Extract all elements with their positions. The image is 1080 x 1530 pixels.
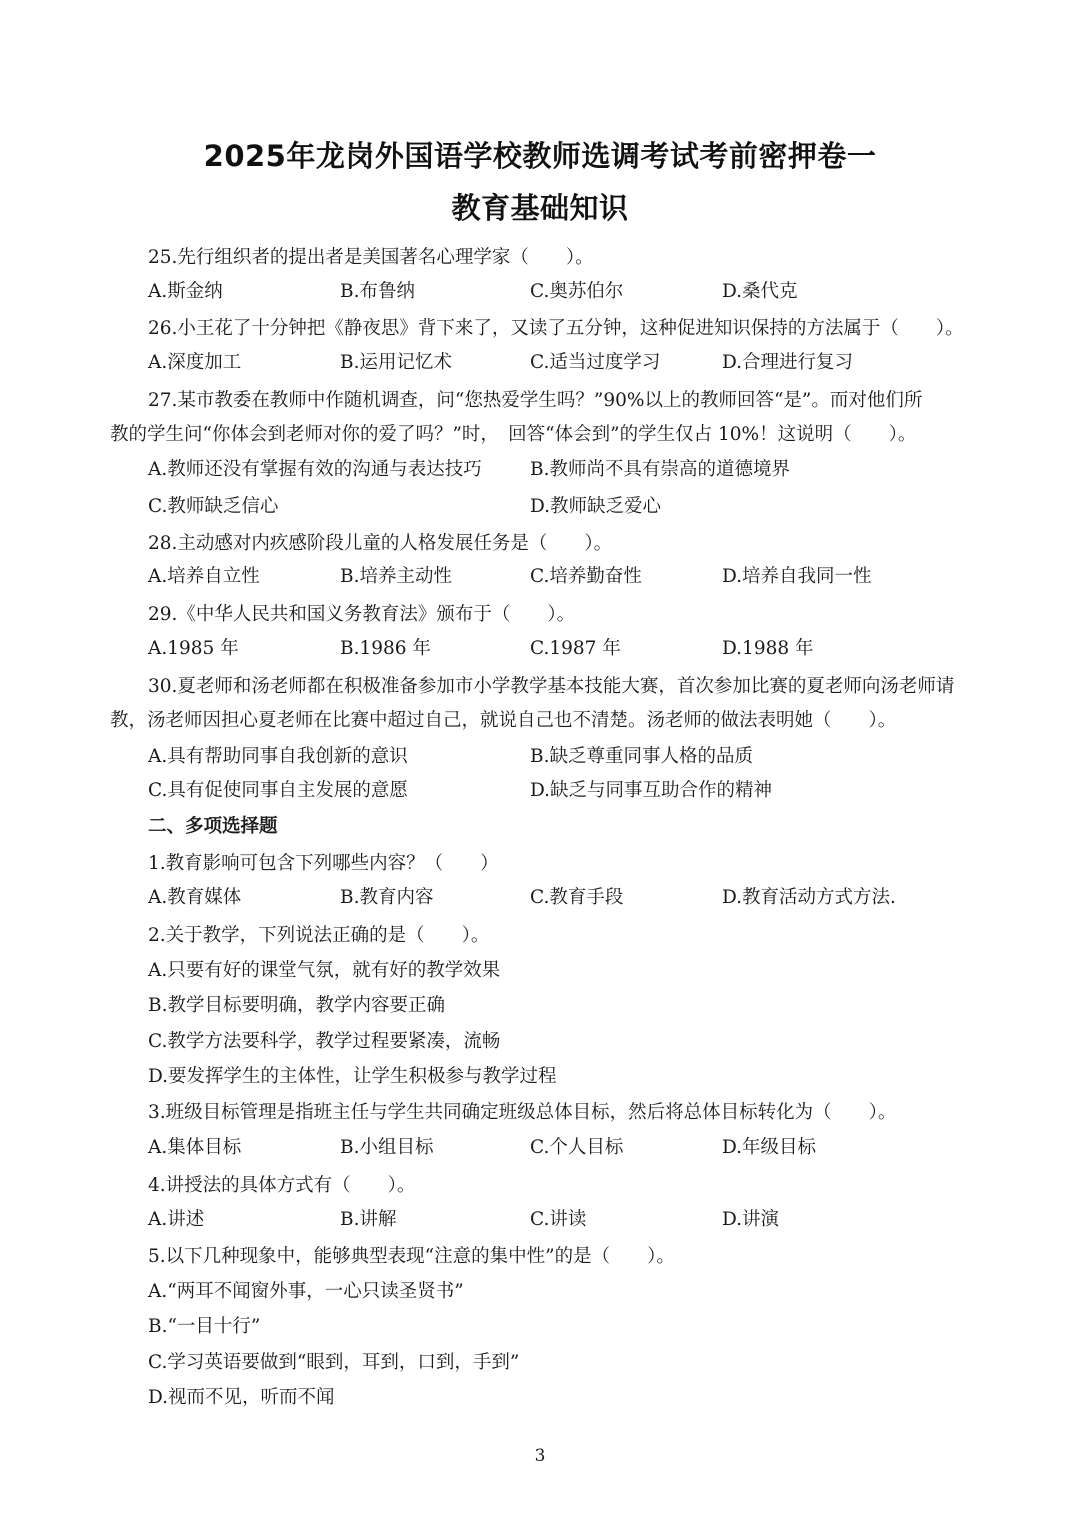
mc-question-5-option-d: D.视而不见，听而不闻 — [148, 1387, 335, 1408]
mc-question-4-option-d: D.讲演 — [722, 1209, 780, 1230]
question-29-option-c: C.1987 年 — [530, 638, 621, 659]
question-28-option-d: D.培养自我同一性 — [722, 566, 872, 587]
question-25-option-d: D.桑代克 — [722, 281, 798, 302]
mc-question-1-option-c: C.教育手段 — [530, 887, 624, 908]
mc-question-4-option-a: A.讲述 — [148, 1209, 205, 1230]
mc-question-4-option-b: B.讲解 — [340, 1209, 397, 1230]
mc-question-1-option-b: B.教育内容 — [340, 887, 434, 908]
mc-question-2-option-c: C.教学方法要科学，教学过程要紧凑，流畅 — [148, 1031, 501, 1052]
mc-question-1-option-d: D.教育活动方式方法. — [722, 887, 896, 908]
question-26-option-b: B.运用记忆术 — [340, 352, 452, 373]
mc-question-4-stem: 4.讲授法的具体方式有（ ）。 — [148, 1175, 416, 1196]
question-25-option-b: B.布鲁纳 — [340, 281, 415, 302]
question-26-option-a: A.深度加工 — [148, 352, 242, 373]
mc-question-2-option-a: A.只要有好的课堂气氛，就有好的教学效果 — [148, 960, 501, 981]
page-subtitle: 教育基础知识 — [451, 191, 629, 225]
mc-question-5-option-b: B.“一目十行” — [148, 1316, 261, 1337]
question-26-option-c: C.适当过度学习 — [530, 352, 661, 373]
question-27-stem-line2: 教的学生问“你体会到老师对你的爱了吗？”时， 回答“体会到”的学生仅占 10%！这说明（ ）。 — [110, 424, 917, 445]
mc-question-3-option-b: B.小组目标 — [340, 1137, 434, 1158]
question-30-option-b: B.缺乏尊重同事人格的品质 — [530, 746, 753, 767]
question-30-stem-line2: 教，汤老师因担心夏老师在比赛中超过自己，就说自己也不清楚。汤老师的做法表明她（ ）。 — [110, 710, 897, 731]
question-25-stem: 25.先行组织者的提出者是美国著名心理学家（ ）。 — [148, 247, 594, 268]
page-title: 2025年龙岗外国语学校教师选调考试考前密押卷一 — [203, 139, 877, 173]
mc-question-3-option-a: A.集体目标 — [148, 1137, 242, 1158]
question-27-option-b: B.教师尚不具有崇高的道德境界 — [530, 459, 790, 480]
question-29-option-d: D.1988 年 — [722, 638, 814, 659]
mc-question-2-stem: 2.关于教学，下列说法正确的是（ ）。 — [148, 925, 490, 946]
mc-question-4-option-c: C.讲读 — [530, 1209, 587, 1230]
question-28-option-a: A.培养自立性 — [148, 566, 260, 587]
question-25-option-c: C.奥苏伯尔 — [530, 281, 624, 302]
mc-question-5-option-a: A.“两耳不闻窗外事，一心只读圣贤书” — [148, 1281, 464, 1302]
question-28-option-c: C.培养勤奋性 — [530, 566, 642, 587]
question-27-stem-line1: 27.某市教委在教师中作随机调查，问“您热爱学生吗？”90%以上的教师回答“是”。而对他们所 — [148, 390, 923, 411]
question-30-option-d: D.缺乏与同事互助合作的精神 — [530, 780, 773, 801]
question-30-option-c: C.具有促使同事自主发展的意愿 — [148, 780, 408, 801]
mc-question-1-option-a: A.教育媒体 — [148, 887, 242, 908]
question-30-stem-line1: 30.夏老师和汤老师都在积极准备参加市小学教学基本技能大赛，首次参加比赛的夏老师向汤老师请 — [148, 676, 955, 697]
question-27-option-a: A.教师还没有掌握有效的沟通与表达技巧 — [148, 459, 482, 480]
mc-question-1-stem: 1.教育影响可包含下列哪些内容？（ ） — [148, 853, 499, 874]
mc-question-3-option-d: D.年级目标 — [722, 1137, 817, 1158]
question-26-option-d: D.合理进行复习 — [722, 352, 854, 373]
question-29-stem: 29.《中华人民共和国义务教育法》颁布于（ ）。 — [148, 604, 576, 625]
question-25-option-a: A.斯金纳 — [148, 281, 223, 302]
question-27-option-c: C.教师缺乏信心 — [148, 496, 279, 517]
mc-question-5-option-c: C.学习英语要做到“眼到，耳到，口到，手到” — [148, 1352, 520, 1373]
question-27-option-d: D.教师缺乏爱心 — [530, 496, 662, 517]
mc-question-5-stem: 5.以下几种现象中，能够典型表现“注意的集中性”的是（ ）。 — [148, 1246, 675, 1267]
page-number: 3 — [534, 1446, 546, 1466]
question-26-stem: 26.小王花了十分钟把《静夜思》背下来了，又读了五分钟，这种促进知识保持的方法属于（ ）。 — [148, 318, 964, 339]
mc-question-3-stem: 3.班级目标管理是指班主任与学生共同确定班级总体目标，然后将总体目标转化为（ ）。 — [148, 1102, 897, 1123]
mc-question-2-option-b: B.教学目标要明确，教学内容要正确 — [148, 995, 445, 1016]
question-29-option-a: A.1985 年 — [148, 638, 239, 659]
mc-question-3-option-c: C.个人目标 — [530, 1137, 624, 1158]
mc-question-2-option-d: D.要发挥学生的主体性，让学生积极参与教学过程 — [148, 1066, 557, 1087]
question-28-stem: 28.主动感对内疚感阶段儿童的人格发展任务是（ ）。 — [148, 533, 613, 554]
question-28-option-b: B.培养主动性 — [340, 566, 452, 587]
question-29-option-b: B.1986 年 — [340, 638, 431, 659]
section-heading-multiple-choice: 二、多项选择题 — [148, 816, 278, 837]
question-30-option-a: A.具有帮助同事自我创新的意识 — [148, 746, 408, 767]
